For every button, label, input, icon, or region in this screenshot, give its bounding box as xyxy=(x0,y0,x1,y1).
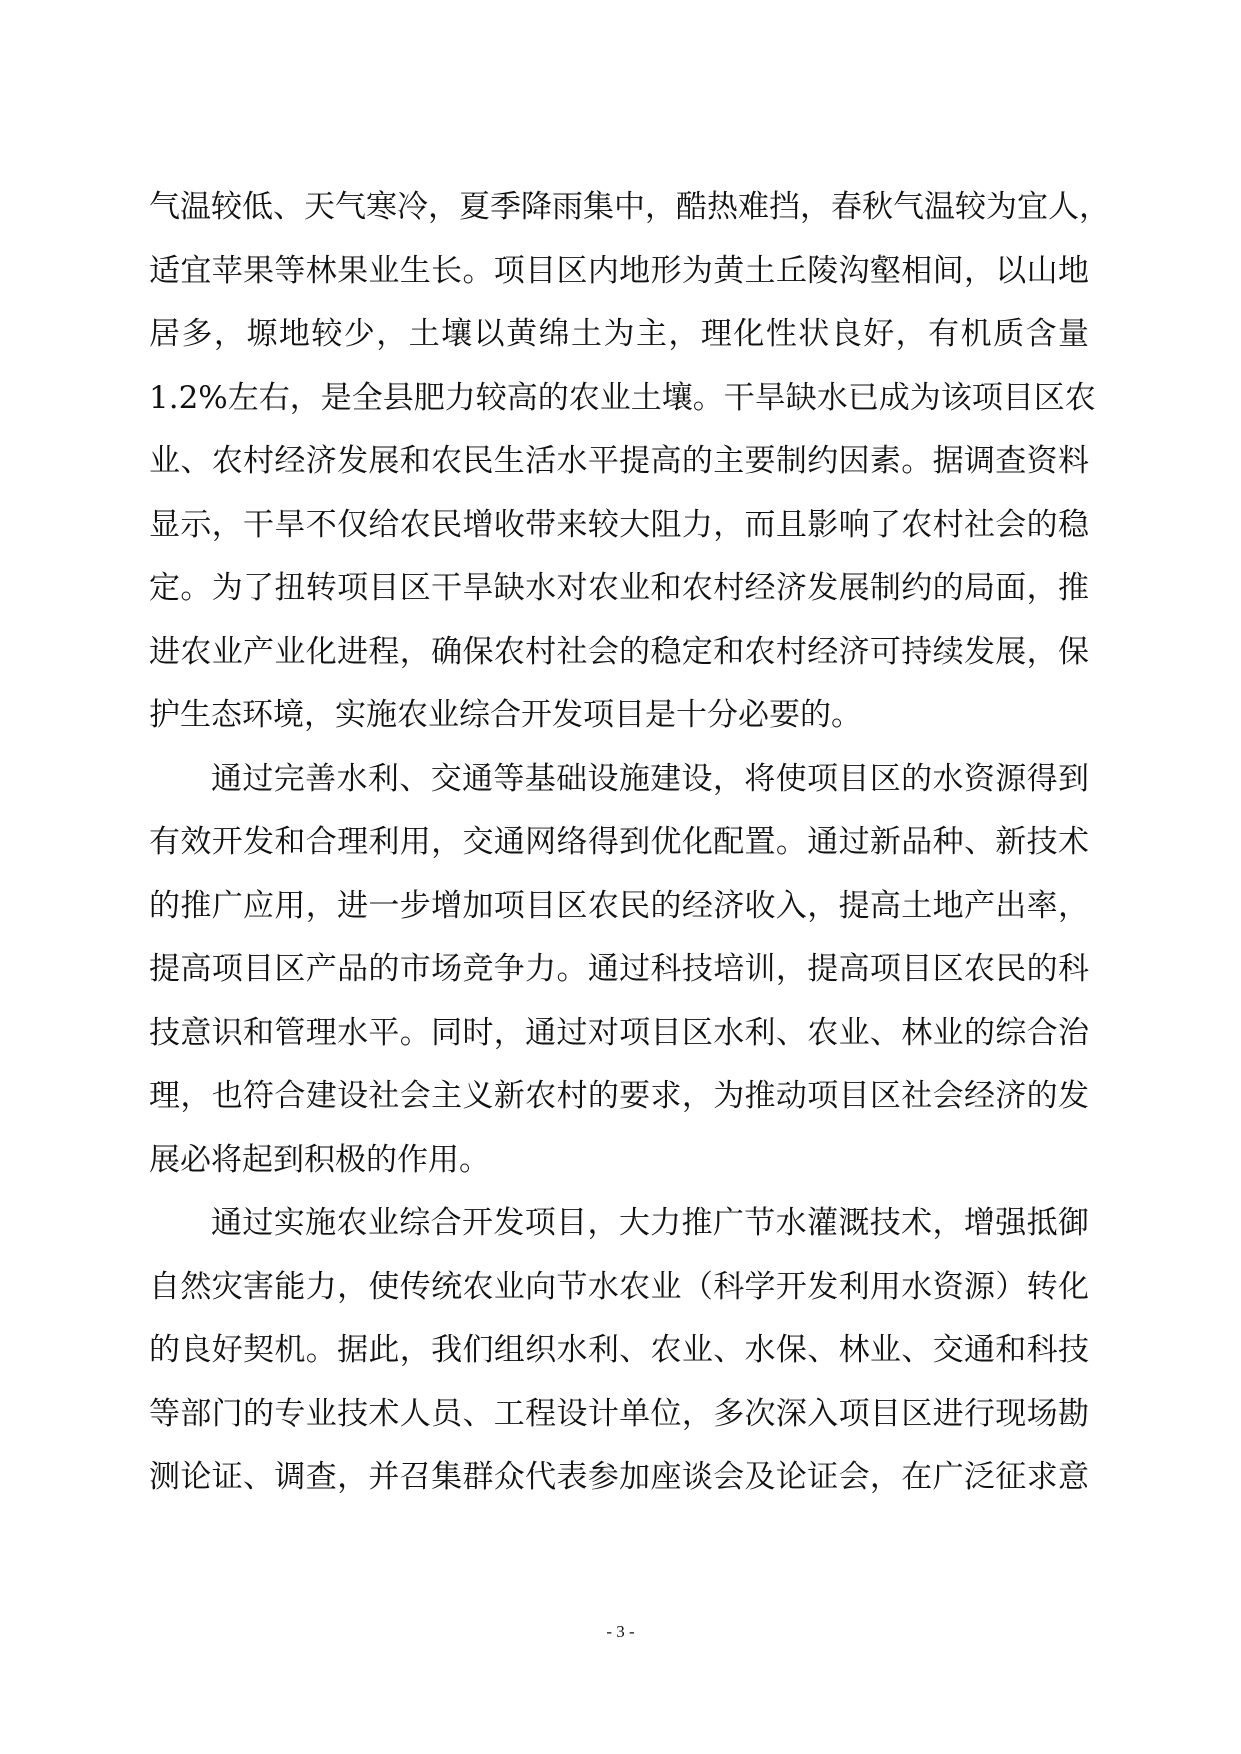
paragraph-1-line-9: 护生态环境，实施农业综合开发项目是十分必要的。 xyxy=(149,697,862,733)
paragraph-1-line-8: 进农业产业化进程，确保农村社会的稳定和农村经济可持续发展，保 xyxy=(149,633,1089,670)
paragraph-3-line-5: 测论证、调查，并召集群众代表参加座谈会及论证会，在广泛征求意 xyxy=(149,1459,1089,1495)
paragraph-1-line-4: 1.2%左右，是全县肥力较高的农业土壤。干旱缺水已成为该项目区农 xyxy=(149,379,1096,416)
paragraph-3-line-1: 通过实施农业综合开发项目，大力推广节水灌溉技术，增强抵御 xyxy=(211,1205,1089,1241)
paragraph-3-line-3: 的良好契机。据此，我们组织水利、农业、水保、林业、交通和科技 xyxy=(149,1332,1089,1368)
paragraph-2-line-1: 通过完善水利、交通等基础设施建设，将使项目区的水资源得到 xyxy=(211,760,1089,797)
paragraph-1-line-2: 适宜苹果等林果业生长。项目区内地形为黄土丘陵沟壑相间，以山地 xyxy=(149,252,1089,289)
paragraph-1-line-5: 业、农村经济发展和农民生活水平提高的主要制约因素。据调查资料 xyxy=(149,443,1089,479)
paragraph-2-line-7: 展必将起到积极的作用。 xyxy=(149,1141,490,1178)
paragraph-2-line-4: 提高项目区产品的市场竞争力。通过科技培训，提高项目区农民的科 xyxy=(149,951,1089,987)
paragraph-1-line-7: 定。为了扭转项目区干旱缺水对农业和农村经济发展制约的局面，推 xyxy=(149,570,1089,606)
paragraph-2-line-2: 有效开发和合理利用，交通网络得到优化配置。通过新品种、新技术 xyxy=(149,824,1089,860)
paragraph-2-line-5: 技意识和管理水平。同时，通过对项目区水利、农业、林业的综合治 xyxy=(149,1014,1089,1051)
paragraph-2-line-3: 的推广应用，进一步增加项目区农民的经济收入，提高土地产出率， xyxy=(149,887,1089,924)
paragraph-3-line-4: 等部门的专业技术人员、工程设计单位，多次深入项目区进行现场勘 xyxy=(149,1395,1089,1432)
paragraph-2-line-6: 理，也符合建设社会主义新农村的要求，为推动项目区社会经济的发 xyxy=(149,1078,1089,1114)
body-text xyxy=(149,176,1110,1510)
paragraph-1-line-1: 气温较低、天气寒冷，夏季降雨集中，酷热难挡，春秋气温较为宜人， xyxy=(149,189,1110,225)
paragraph-1-line-3: 居多，塬地较少，土壤以黄绵土为主，理化性状良好，有机质含量 xyxy=(149,316,1089,352)
paragraph-3-line-2: 自然灾害能力，使传统农业向节水农业（科学开发利用水资源）转化 xyxy=(149,1268,1089,1305)
page-number: - 3 - xyxy=(606,1622,635,1641)
paragraph-1-line-6: 显示，干旱不仅给农民增收带来较大阻力，而且影响了农村社会的稳 xyxy=(149,506,1089,543)
